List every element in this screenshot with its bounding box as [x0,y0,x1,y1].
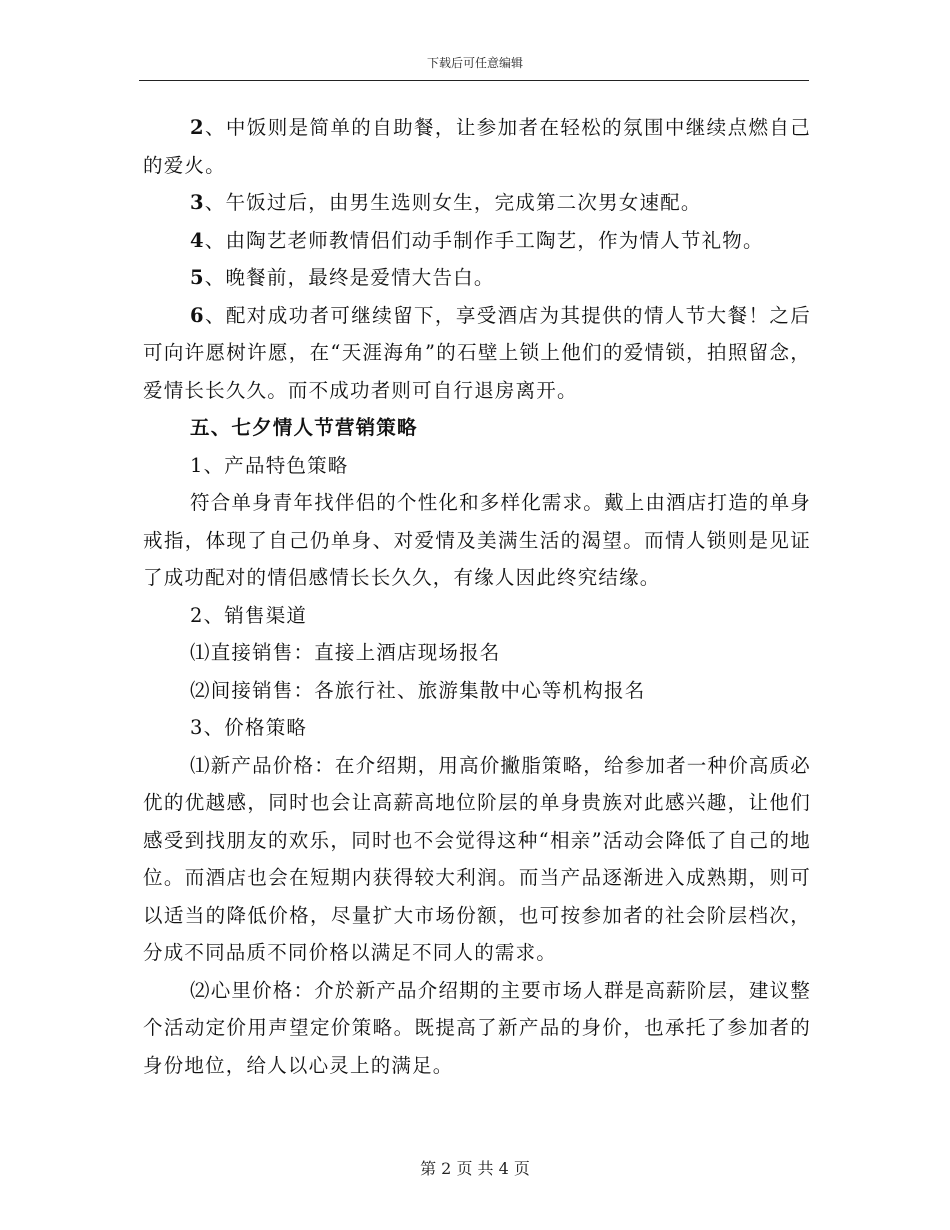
section-heading: 五、七夕情人节营销策略 [190,416,418,439]
paragraph-indirect-sales: ⑵间接销售：各旅行社、旅游集散中心等机构报名 [190,678,646,702]
item-text: 、配对成功者可继续留下，享受酒店为其提供的情人节大餐！之后可向许愿树许愿，在“天涯海角”的石壁上锁上他们的爱情锁，拍照留念，爱情长长久久。而不成功者则可自行退房离开。 [143,303,811,402]
document-body [143,109,811,1084]
paragraph-psychological-price: ⑵心里价格：介於新产品介绍期的主要市场人群是高薪阶层，建议整个活动定价用声望定价策略。既提高了新产品的身价，也承托了参加者的身份地位，给人以心灵上的满足。 [143,978,812,1077]
item-text: 、中饭则是简单的自助餐，让参加者在轻松的氛围中继续点燃自己的爱火。 [143,116,811,177]
paragraph-direct-sales: ⑴直接销售：直接上酒店现场报名 [190,641,501,664]
list-item-6 [143,297,811,410]
item-text: 、由陶艺老师教情侣们动手制作手工陶艺，作为情人节礼物。 [204,228,764,252]
list-item-4 [143,222,811,260]
header-divider [139,80,809,81]
list-item-5 [143,259,811,297]
page-number: 第 2 页 共 4 页 [420,1159,530,1178]
paragraph-new-product-price: ⑴新产品价格：在介绍期，用高价撇脂策略，给参加者一种价高质必优的优越感，同时也会让高薪高地位阶层的单身贵族对此感兴趣，让他们感受到找朋友的欢乐，同时也不会觉得这种“相亲”活动会降低了自己的地位。而酒店也会在短期内获得较大利润。而当产品逐渐进入成熟期，则可以适当的降低价格，尽量扩大市场份额，也可按参加者的社会阶层档次，分成不同品质不同价格以满足不同人的需求。 [143,753,812,964]
subheading-price-strategy: 3、价格策略 [190,716,308,739]
list-item-3 [143,184,811,222]
item-number: 2 [190,116,205,139]
list-item-2 [143,109,811,184]
item-text: 、午饭过后，由男生选则女生，完成第二次男女速配。 [204,191,702,214]
paragraph-product-strategy: 符合单身青年找伴侣的个性化和多样化需求。戴上由酒店打造的单身戒指，体现了自己仍单身、对爱情及美满生活的渴望。而情人锁则是见证了成功配对的情侣感情长长久久，有缘人因此终究结缘。 [143,491,812,589]
subheading-product-strategy: 1、产品特色策略 [190,453,349,477]
item-number: 4 [190,228,205,252]
item-number: 6 [190,303,205,327]
item-number: 3 [190,191,205,214]
item-text: 、晚餐前，最终是爱情大告白。 [204,266,495,289]
page-header: 下载后可任意编辑 [426,56,523,70]
item-number: 5 [190,266,205,289]
subheading-sales-channel: 2、销售渠道 [190,603,308,627]
